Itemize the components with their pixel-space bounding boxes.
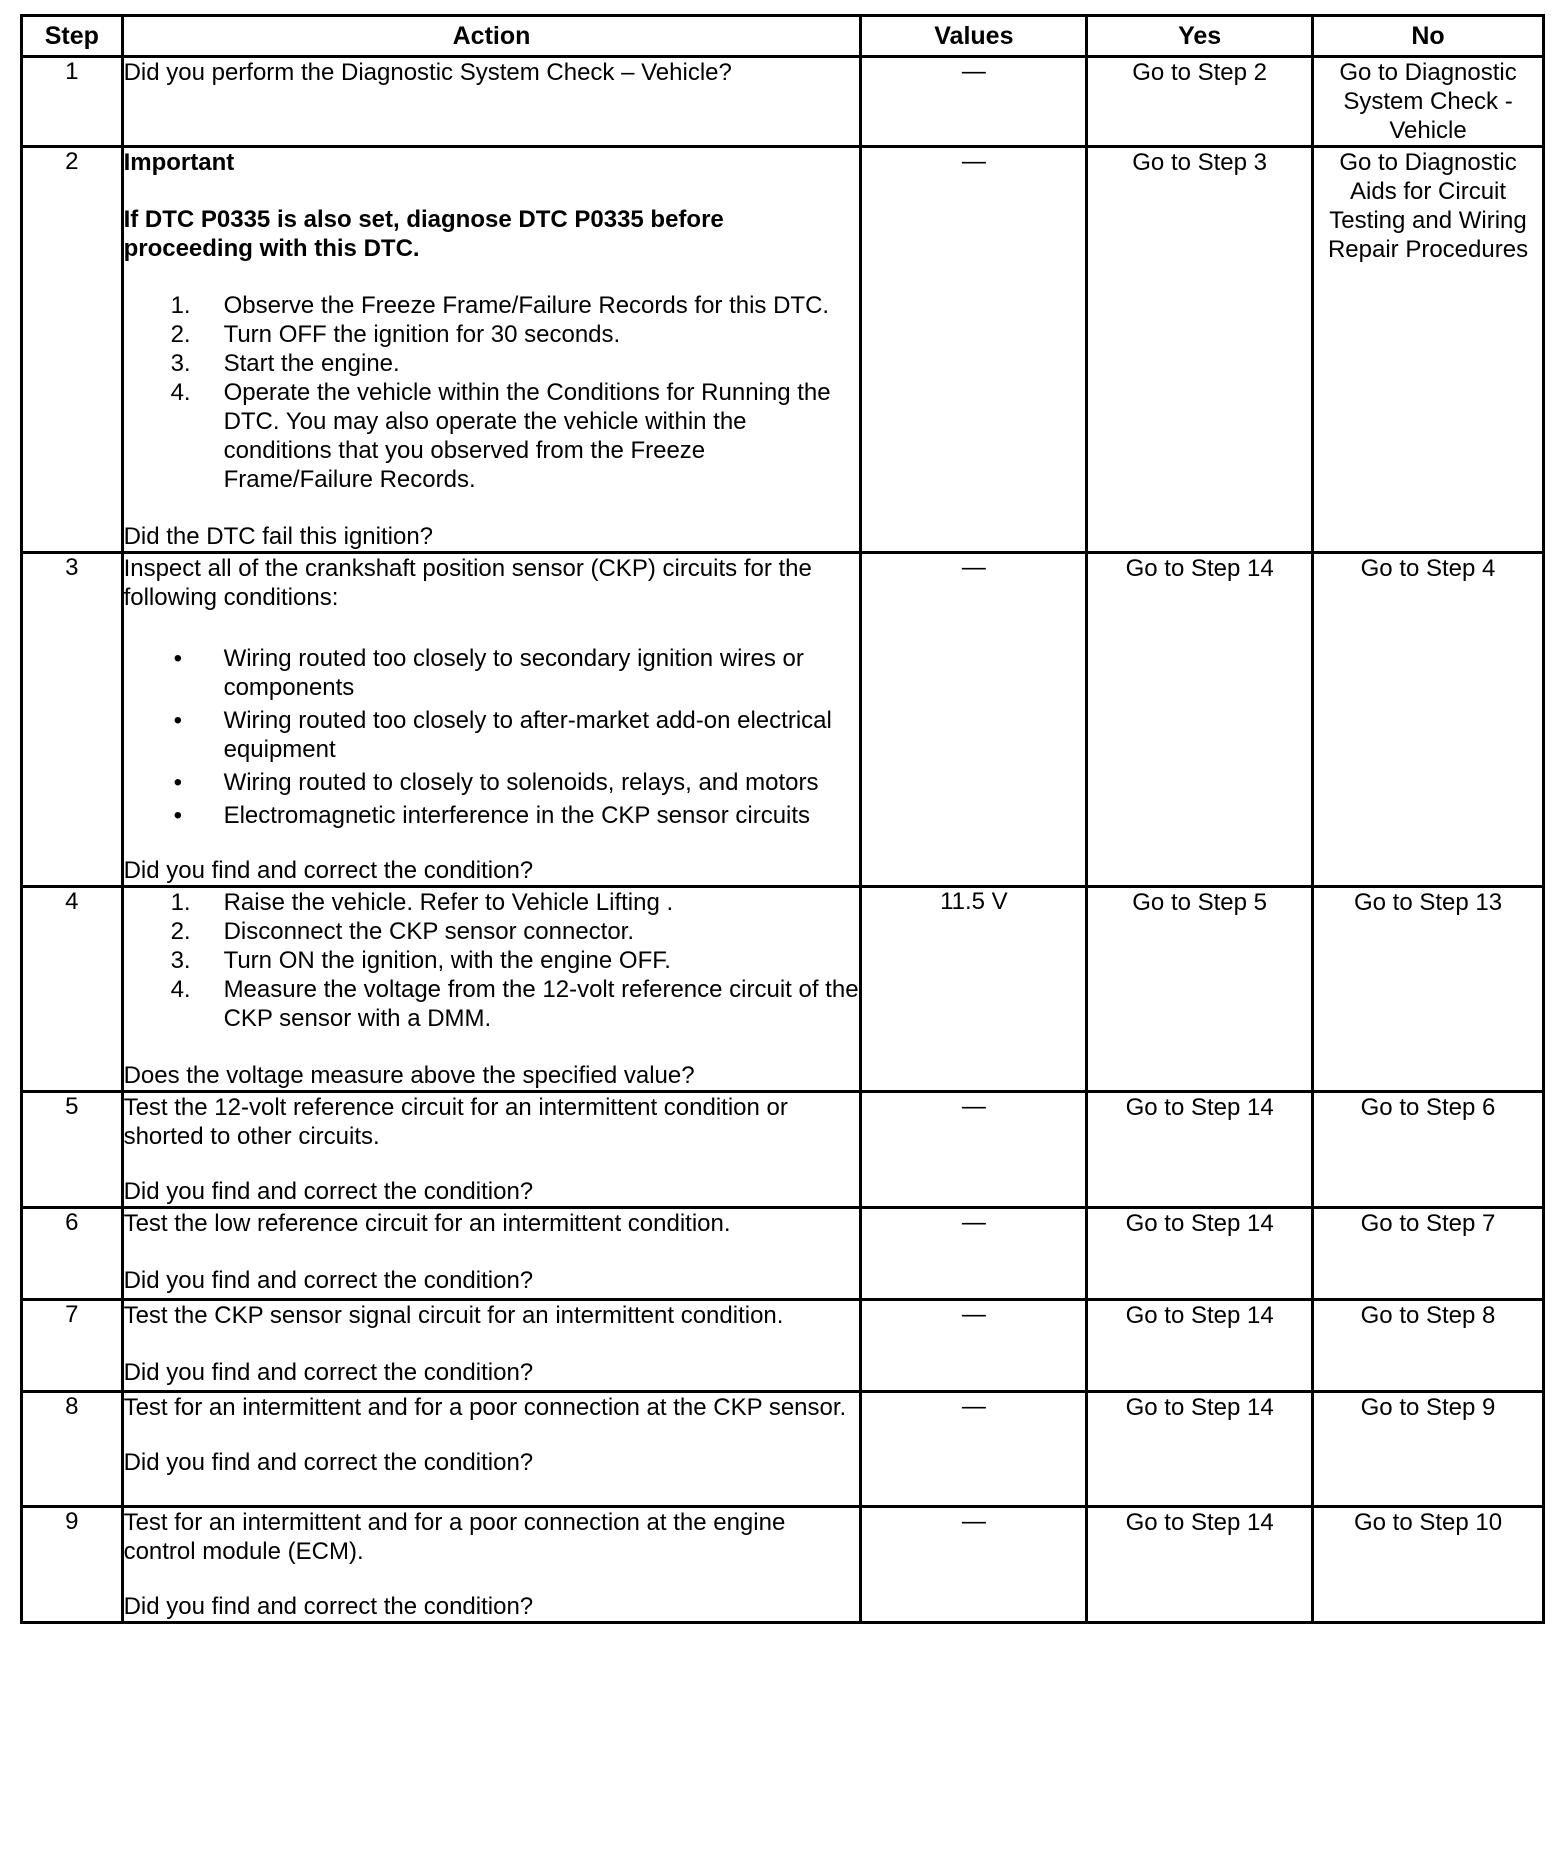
yes-cell: Go to Step 14 (1087, 1507, 1313, 1623)
list-item (124, 706, 860, 764)
yes-cell: Go to Step 14 (1087, 1300, 1313, 1392)
list-number: 4. (170, 976, 191, 1003)
step-number: 1 (22, 57, 123, 147)
value-cell: — (861, 57, 1087, 147)
yes-cell: Go to Step 14 (1087, 1392, 1313, 1507)
action-instruction: Test for an intermittent and for a poor connection at the CKP sensor. (123, 1394, 847, 1421)
list-text: Turn OFF the ignition for 30 seconds. (223, 321, 621, 348)
action-cell (122, 1392, 861, 1507)
diagnostic-table (20, 14, 1545, 1624)
value-cell: — (861, 1300, 1087, 1392)
condition-list (124, 644, 860, 830)
list-text: Raise the vehicle. Refer to Vehicle Lifting . (223, 889, 674, 916)
important-note: If DTC P0335 is also set, diagnose DTC P0335 before proceeding with this DTC. (123, 206, 724, 262)
action-cell (122, 1208, 861, 1300)
action-instruction: Test the 12-volt reference circuit for an intermittent condition or shorted to other circuits. (123, 1094, 788, 1150)
bullet: • (173, 769, 182, 796)
list-text: Observe the Freeze Frame/Failure Records for this DTC. (223, 292, 830, 319)
no-cell: Go to Step 9 (1313, 1392, 1544, 1507)
header-action: Action (122, 16, 861, 57)
table-row (22, 1392, 1544, 1507)
list-text: Wiring routed to closely to solenoids, relays, and motors (223, 769, 819, 796)
header-no: No (1313, 16, 1544, 57)
no-cell: Go to Step 6 (1313, 1092, 1544, 1208)
list-item (124, 378, 860, 494)
header-yes: Yes (1087, 16, 1313, 57)
step-number: 6 (22, 1208, 123, 1300)
value-cell: — (861, 553, 1087, 887)
action-instruction: Test the low reference circuit for an intermittent condition. (123, 1210, 731, 1237)
list-text: Disconnect the CKP sensor connector. (223, 918, 635, 945)
action-question: Did you find and correct the condition? (123, 857, 534, 884)
header-step: Step (22, 16, 123, 57)
yes-cell: Go to Step 3 (1087, 147, 1313, 553)
value-cell: — (861, 1208, 1087, 1300)
action-question: Did you perform the Diagnostic System Check – Vehicle? (123, 59, 732, 86)
list-number: 2. (170, 321, 191, 348)
yes-cell: Go to Step 2 (1087, 57, 1313, 147)
action-question: Did you find and correct the condition? (123, 1593, 534, 1620)
list-item (124, 917, 860, 946)
value-cell: — (861, 147, 1087, 553)
table-row (22, 887, 1544, 1092)
list-text: Measure the voltage from the 12-volt reference circuit of the CKP sensor with a DMM. (223, 976, 859, 1032)
list-item (124, 349, 860, 378)
step-number: 2 (22, 147, 123, 553)
no-cell: Go to Step 4 (1313, 553, 1544, 887)
table-row (22, 1300, 1544, 1392)
action-question: Did the DTC fail this ignition? (123, 523, 434, 550)
no-cell: Go to Step 8 (1313, 1300, 1544, 1392)
value-cell: — (861, 1092, 1087, 1208)
no-cell: Go to Step 10 (1313, 1507, 1544, 1623)
action-cell (122, 1300, 861, 1392)
step-number: 3 (22, 553, 123, 887)
list-number: 1. (170, 889, 191, 916)
step-number: 9 (22, 1507, 123, 1623)
list-item (124, 801, 860, 830)
value-cell: — (861, 1392, 1087, 1507)
table-row (22, 1507, 1544, 1623)
bullet: • (173, 707, 182, 734)
yes-cell: Go to Step 5 (1087, 887, 1313, 1092)
table-row (22, 1092, 1544, 1208)
action-instruction: Test the CKP sensor signal circuit for an intermittent condition. (123, 1302, 784, 1329)
no-cell: Go to Diagnostic Aids for Circuit Testing and Wiring Repair Procedures (1313, 147, 1544, 553)
list-item (124, 291, 860, 320)
list-item (124, 888, 860, 917)
list-item (124, 975, 860, 1033)
action-cell (122, 553, 861, 887)
list-text: Wiring routed too closely to after-market add-on electrical equipment (223, 707, 832, 763)
step-number: 8 (22, 1392, 123, 1507)
procedure-list (124, 291, 860, 494)
table-row (22, 1208, 1544, 1300)
action-question: Did you find and correct the condition? (123, 1449, 534, 1476)
list-text: Turn ON the ignition, with the engine OFF. (223, 947, 671, 974)
important-heading: Important (123, 149, 235, 176)
no-cell: Go to Diagnostic System Check - Vehicle (1313, 57, 1544, 147)
action-cell (122, 1507, 861, 1623)
table-header-row (22, 16, 1544, 57)
action-question: Did you find and correct the condition? (123, 1178, 534, 1205)
bullet: • (173, 802, 182, 829)
step-number: 5 (22, 1092, 123, 1208)
list-item (124, 768, 860, 797)
list-number: 3. (170, 947, 191, 974)
action-cell (122, 887, 861, 1092)
list-text: Operate the vehicle within the Conditions for Running the DTC. You may also operate the vehicle within the conditions that you observed from the Freeze Frame/Failure Records. (223, 379, 831, 493)
action-instruction: Test for an intermittent and for a poor connection at the engine control module (ECM). (123, 1509, 786, 1565)
list-number: 3. (170, 350, 191, 377)
yes-cell: Go to Step 14 (1087, 1092, 1313, 1208)
table-row (22, 147, 1544, 553)
value-cell: — (861, 1507, 1087, 1623)
step-number: 4 (22, 887, 123, 1092)
action-cell (122, 1092, 861, 1208)
action-instruction: Inspect all of the crankshaft position sensor (CKP) circuits for the following conditions: (123, 555, 812, 611)
header-values: Values (861, 16, 1087, 57)
no-cell: Go to Step 7 (1313, 1208, 1544, 1300)
list-item (124, 644, 860, 702)
yes-cell: Go to Step 14 (1087, 1208, 1313, 1300)
bullet: • (173, 645, 182, 672)
no-cell: Go to Step 13 (1313, 887, 1544, 1092)
table-row (22, 57, 1544, 147)
list-number: 4. (170, 379, 191, 406)
list-number: 1. (170, 292, 191, 319)
table-row (22, 553, 1544, 887)
action-cell (122, 57, 861, 147)
value-cell: 11.5 V (861, 887, 1087, 1092)
action-question: Did you find and correct the condition? (123, 1267, 534, 1294)
yes-cell: Go to Step 14 (1087, 553, 1313, 887)
list-text: Electromagnetic interference in the CKP sensor circuits (223, 802, 811, 829)
list-number: 2. (170, 918, 191, 945)
action-question: Did you find and correct the condition? (123, 1359, 534, 1386)
action-cell (122, 147, 861, 553)
list-item (124, 320, 860, 349)
list-text: Start the engine. (223, 350, 400, 377)
procedure-list (124, 888, 860, 1033)
step-number: 7 (22, 1300, 123, 1392)
list-text: Wiring routed too closely to secondary ignition wires or components (223, 645, 804, 701)
action-question: Does the voltage measure above the specified value? (123, 1062, 695, 1089)
list-item (124, 946, 860, 975)
